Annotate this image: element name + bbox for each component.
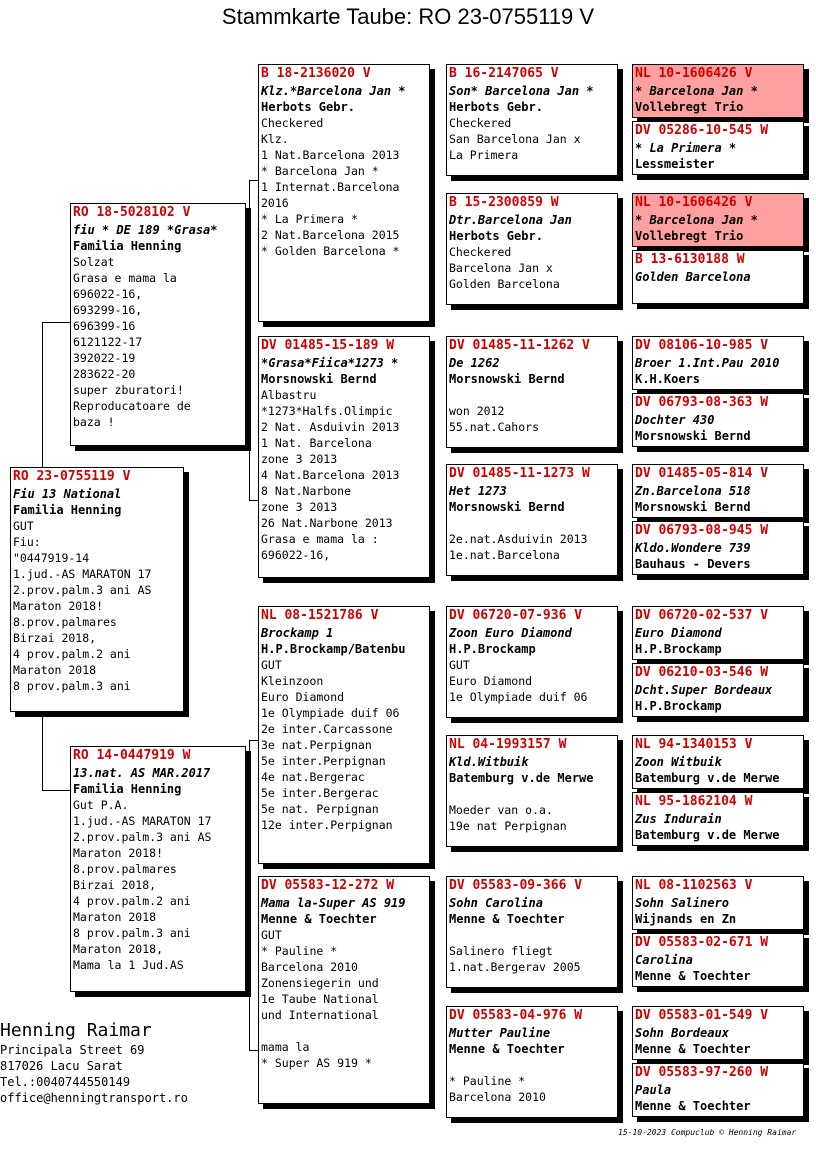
bird-name: * Barcelona Jan * — [635, 84, 758, 98]
breeder-name: Menne & Toechter — [261, 912, 377, 926]
breeder-name: Menne & Toechter — [635, 1099, 751, 1113]
info-line: Gut P.A. — [73, 798, 129, 812]
breeder-name: Batemburg v.de Merwe — [635, 771, 780, 785]
connector-line — [42, 790, 70, 791]
breeder-name: Familia Henning — [73, 782, 182, 796]
info-line: * Barcelona Jan * — [261, 164, 379, 178]
bird-name: Het 1273 — [449, 484, 507, 498]
info-line: * Pauline * — [449, 1074, 526, 1088]
pedigree-card — [258, 336, 430, 578]
breeder-name: H.P.Brockamp/Batenbu — [261, 642, 406, 656]
info-line: 1 Nat. Barcelona — [261, 436, 372, 450]
ring-number: DV 05286-10-545 W — [635, 123, 769, 138]
pedigree-card — [632, 393, 804, 447]
info-line: 1e Olympiade duif 06 — [261, 706, 400, 720]
info-line: 5e inter.Bergerac — [261, 786, 379, 800]
bird-name: Brockamp 1 — [261, 626, 334, 640]
pedigree-card — [632, 121, 804, 175]
info-line: 55.nat.Cahors — [449, 420, 540, 434]
breeder-name: H.P.Brockamp — [635, 699, 722, 713]
ring-number: DV 01485-11-1273 W — [449, 466, 590, 481]
info-line: Checkered — [449, 116, 512, 130]
info-line: Grasa e mama la : — [261, 532, 379, 546]
pedigree-card — [446, 606, 618, 718]
ring-number: NL 04-1993157 W — [449, 737, 567, 752]
info-line: Mama la 1 Jud.AS — [73, 958, 184, 972]
info-line: Barcelona 2010 — [261, 960, 358, 974]
info-line: Maraton 2018 — [13, 663, 97, 677]
ring-number: B 18-2136020 V — [261, 66, 371, 81]
connector-line — [42, 322, 43, 468]
bird-name: Kldo.Wondere 739 — [635, 541, 751, 555]
info-line: Checkered — [449, 245, 512, 259]
ring-number: DV 05583-09-366 V — [449, 878, 583, 893]
info-line: "0447919-14 — [13, 551, 90, 565]
info-line: Reproducatoare de — [73, 399, 191, 413]
breeder-name: Herbots Gebr. — [261, 100, 355, 114]
info-line: Fiu: — [13, 535, 41, 549]
bird-name: Klz.*Barcelona Jan * — [261, 84, 406, 98]
bird-name: * Barcelona Jan * — [635, 213, 758, 227]
pedigree-card — [632, 876, 804, 930]
page-title: Stammkarte Taube: RO 23-0755119 V — [221, 4, 595, 29]
info-line: 19e nat Perpignan — [449, 819, 567, 833]
breeder-name: Menne & Toechter — [635, 1042, 751, 1056]
ring-number: DV 06793-08-363 W — [635, 395, 769, 410]
pedigree-card — [632, 735, 804, 789]
bird-name: fiu * DE 189 *Grasa* — [73, 223, 218, 237]
breeder-name: Menne & Toechter — [449, 912, 565, 926]
ring-number: DV 05583-12-272 W — [261, 878, 395, 893]
pedigree-card — [632, 792, 804, 846]
owner-contact — [0, 1020, 188, 1106]
info-line: 8 Nat.Narbone — [261, 484, 352, 498]
info-line: Maraton 2018, — [73, 942, 164, 956]
info-line: Zonensiegerin und — [261, 976, 379, 990]
info-line: Barcelona 2010 — [449, 1090, 546, 1104]
info-line: super zburatori! — [73, 383, 184, 397]
bird-name: Sohn Bordeaux — [635, 1026, 729, 1040]
bird-name: Golden Barcelona — [635, 270, 751, 284]
bird-name: *Grasa*Fiica*1273 * — [261, 356, 399, 370]
ring-number: NL 10-1606426 V — [635, 195, 753, 210]
bird-name: Dochter 430 — [635, 413, 715, 427]
bird-name: Zus Indurain — [635, 812, 722, 826]
info-line: 696022-16, — [73, 287, 143, 301]
bird-name: Carolina — [635, 953, 693, 967]
ring-number: DV 01485-15-189 W — [261, 338, 395, 353]
breeder-name: Lessmeister — [635, 157, 715, 171]
pedigree-card — [258, 606, 430, 864]
ring-number: NL 08-1102563 V — [635, 878, 753, 893]
ring-number: B 13-6130188 W — [635, 252, 745, 267]
info-line: 1.nat.Bergerav 2005 — [449, 960, 581, 974]
bird-name: * La Primera * — [635, 141, 737, 155]
info-line: 2.prov.palm.3 ani AS — [13, 583, 152, 597]
ring-number: DV 06720-02-537 V — [635, 608, 769, 623]
info-line — [447, 786, 617, 802]
breeder-name: Batemburg v.de Merwe — [635, 828, 780, 842]
ring-number: RO 23-0755119 V — [13, 469, 131, 484]
info-line: GUT — [261, 928, 282, 942]
info-line: 8.prov.palmares — [73, 862, 177, 876]
pedigree-card — [632, 521, 804, 575]
info-line: 3e nat.Perpignan — [261, 738, 372, 752]
bird-name: Sohn Salinero — [635, 896, 729, 910]
connector-line — [42, 712, 43, 790]
info-line: 2.prov.palm.3 ani AS — [73, 830, 212, 844]
connector-line — [249, 740, 250, 1050]
bird-name: Zoon Euro Diamond — [449, 626, 572, 640]
info-line: Salinero fliegt — [449, 944, 553, 958]
bird-name: Euro Diamond — [635, 626, 722, 640]
info-line: Grasa e mama la — [73, 271, 177, 285]
bird-name: Dcht.Super Bordeaux — [635, 683, 773, 697]
pedigree-card — [632, 336, 804, 390]
info-line: 8 prov.palm.3 ani — [73, 926, 191, 940]
info-line: Barcelona Jan x — [449, 261, 553, 275]
info-line: Golden Barcelona — [449, 277, 560, 291]
info-line — [447, 927, 617, 943]
ring-number: DV 05583-97-260 W — [635, 1065, 769, 1080]
bird-name: Sohn Carolina — [449, 896, 543, 910]
info-line: Albastru — [261, 388, 317, 402]
info-line: *1273*Halfs.Olimpic — [261, 404, 393, 418]
info-line: GUT — [449, 658, 470, 672]
info-line — [447, 387, 617, 403]
info-line: GUT — [13, 519, 34, 533]
info-line: 693299-16, — [73, 303, 143, 317]
info-line: * Super AS 919 * — [261, 1056, 372, 1070]
info-line: 283622-20 — [73, 367, 136, 381]
owner-phone: Tel.:0040744550149 — [0, 1075, 131, 1089]
breeder-name: Herbots Gebr. — [449, 229, 543, 243]
bird-name: 13.nat. AS MAR.2017 — [73, 766, 211, 780]
info-line: 1e Olympiade duif 06 — [449, 690, 588, 704]
ring-number: NL 10-1606426 V — [635, 66, 753, 81]
pedigree-card — [446, 193, 618, 305]
bird-name: Fiu 13 National — [13, 487, 122, 501]
info-line: * Golden Barcelona * — [261, 244, 400, 258]
ring-number: DV 01485-11-1262 V — [449, 338, 590, 353]
breeder-name: H.P.Brockamp — [449, 642, 536, 656]
bird-name: Mama la-Super AS 919 — [261, 896, 406, 910]
breeder-name: Familia Henning — [73, 239, 182, 253]
owner-address-line: Principala Street 69 — [0, 1043, 145, 1057]
breeder-name: Familia Henning — [13, 503, 122, 517]
pedigree-card — [632, 1063, 804, 1117]
info-line — [447, 515, 617, 531]
ring-number: B 15-2300859 W — [449, 195, 559, 210]
pedigree-card — [632, 250, 804, 304]
info-line: Birzai 2018, — [13, 631, 97, 645]
ring-number: NL 08-1521786 V — [261, 608, 379, 623]
ring-number: NL 94-1340153 V — [635, 737, 753, 752]
info-line: 1.jud.-AS MARATON 17 — [13, 567, 152, 581]
pedigree-card — [70, 746, 246, 992]
breeder-name: Wijnands en Zn — [635, 912, 737, 926]
pedigree-card — [632, 933, 804, 987]
breeder-name: Herbots Gebr. — [449, 100, 543, 114]
ring-number: DV 06793-08-945 W — [635, 523, 769, 538]
info-line: 1.jud.-AS MARATON 17 — [73, 814, 212, 828]
pedigree-card — [632, 64, 804, 118]
info-line — [447, 1057, 617, 1073]
pedigree-card — [632, 1006, 804, 1060]
breeder-name: Vollebregt Trio — [635, 100, 744, 114]
info-line: Maraton 2018! — [13, 599, 104, 613]
pedigree-card — [70, 203, 246, 446]
pedigree-card — [446, 735, 618, 847]
pedigree-card — [258, 876, 430, 1104]
breeder-name: K.H.Koers — [635, 372, 701, 386]
breeder-name: Menne & Toechter — [449, 1042, 565, 1056]
owner-name: Henning Raimar — [0, 1020, 152, 1041]
info-line: 1e Taube National — [261, 992, 379, 1006]
ring-number: RO 18-5028102 V — [73, 205, 191, 220]
info-line: Birzai 2018, — [73, 878, 157, 892]
breeder-name: Bauhaus - Devers — [635, 557, 751, 571]
breeder-name: Morsnowski Bernd — [449, 372, 565, 386]
pedigree-card — [632, 606, 804, 660]
info-line: baza ! — [73, 415, 115, 429]
breeder-name: Vollebregt Trio — [635, 229, 744, 243]
breeder-name: Morsnowski Bernd — [449, 500, 565, 514]
breeder-name: Menne & Toechter — [635, 969, 751, 983]
info-line: Kleinzoon — [261, 674, 324, 688]
bird-name: Mutter Pauline — [449, 1026, 551, 1040]
info-line: 2016 — [261, 196, 289, 210]
bird-name: Paula — [635, 1083, 672, 1097]
breeder-name: Morsnowski Bernd — [635, 429, 751, 443]
ring-number: DV 06210-03-546 W — [635, 665, 769, 680]
info-line: Klz. — [261, 132, 289, 146]
info-line: 12e inter.Perpignan — [261, 818, 393, 832]
pedigree-card — [446, 336, 618, 448]
info-line: 2e.nat.Asduivin 2013 — [449, 532, 588, 546]
info-line: 1 Internat.Barcelona — [261, 180, 400, 194]
ring-number: DV 05583-04-976 W — [449, 1008, 583, 1023]
info-line: zone 3 2013 — [261, 452, 338, 466]
info-line: 696399-16 — [73, 319, 136, 333]
info-line: 4 prov.palm.2 ani — [13, 647, 131, 661]
info-line: 6121122-17 — [73, 335, 143, 349]
info-line: zone 3 2013 — [261, 500, 338, 514]
info-line: Euro Diamond — [449, 674, 533, 688]
ring-number: DV 05583-02-671 W — [635, 935, 769, 950]
info-line: Euro Diamond — [261, 690, 345, 704]
info-line: Maraton 2018! — [73, 846, 164, 860]
pedigree-card — [258, 64, 430, 322]
ring-number: RO 14-0447919 W — [73, 748, 191, 763]
footer-credit: 15-10-2023 Compuclub © Henning Raimar — [618, 1128, 797, 1137]
connector-line — [249, 180, 250, 500]
info-line: Moeder van o.a. — [449, 803, 553, 817]
ring-number: NL 95-1862104 W — [635, 794, 753, 809]
info-line: 4 prov.palm.2 ani — [73, 894, 191, 908]
owner-address-line: 817026 Lacu Sarat — [0, 1059, 123, 1073]
ring-number: DV 08106-10-985 V — [635, 338, 769, 353]
info-line: mama la — [261, 1040, 310, 1054]
ring-number: DV 05583-01-549 V — [635, 1008, 769, 1023]
pedigree-card — [446, 464, 618, 576]
info-line: und International — [261, 1008, 379, 1022]
pedigree-card — [446, 876, 618, 988]
info-line: 4e nat.Bergerac — [261, 770, 365, 784]
breeder-name: Batemburg v.de Merwe — [449, 771, 594, 785]
info-line: 5e nat. Perpignan — [261, 802, 379, 816]
bird-name: Son* Barcelona Jan * — [449, 84, 594, 98]
info-line: Solzat — [73, 255, 115, 269]
ring-number: DV 06720-07-936 V — [449, 608, 583, 623]
connector-line — [42, 322, 70, 323]
pedigree-card — [632, 663, 804, 717]
bird-name: Broer 1.Int.Pau 2010 — [635, 356, 780, 370]
info-line: San Barcelona Jan x — [449, 132, 581, 146]
bird-name: De 1262 — [449, 356, 500, 370]
info-line: * La Primera * — [261, 212, 358, 226]
info-line: 26 Nat.Narbone 2013 — [261, 516, 393, 530]
breeder-name: Morsnowski Bernd — [635, 500, 751, 514]
info-line: 8.prov.palmares — [13, 615, 117, 629]
info-line: 1 Nat.Barcelona 2013 — [261, 148, 400, 162]
breeder-name: Morsnowski Bernd — [261, 372, 377, 386]
pedigree-card — [446, 1006, 618, 1118]
info-line: 696022-16, — [261, 548, 331, 562]
pedigree-card — [632, 464, 804, 518]
info-line: GUT — [261, 658, 282, 672]
breeder-name: H.P.Brockamp — [635, 642, 722, 656]
info-line: 2 Nat.Barcelona 2015 — [261, 228, 400, 242]
info-line: 2 Nat. Asduivin 2013 — [261, 420, 400, 434]
pedigree-card — [10, 467, 184, 712]
ring-number: B 16-2147065 V — [449, 66, 559, 81]
bird-name: Zoon Witbuik — [635, 755, 722, 769]
info-line: won 2012 — [449, 404, 505, 418]
info-line — [259, 1023, 429, 1039]
info-line: 1e.nat.Barcelona — [449, 548, 560, 562]
info-line: 8 prov.palm.3 ani — [13, 679, 131, 693]
info-line: 2e inter.Carcassone — [261, 722, 393, 736]
pedigree-card — [446, 64, 618, 176]
info-line: 392022-19 — [73, 351, 136, 365]
info-line: * Pauline * — [261, 944, 338, 958]
ring-number: DV 01485-05-814 V — [635, 466, 769, 481]
info-line: Maraton 2018 — [73, 910, 157, 924]
info-line: Checkered — [261, 116, 324, 130]
pedigree-card — [632, 193, 804, 247]
bird-name: Kld.Witbuik — [449, 755, 529, 769]
info-line: La Primera — [449, 148, 519, 162]
info-line: 5e inter.Perpignan — [261, 754, 386, 768]
info-line: 4 Nat.Barcelona 2013 — [261, 468, 400, 482]
owner-email: office@henningtransport.ro — [0, 1091, 188, 1105]
bird-name: Dtr.Barcelona Jan — [449, 213, 572, 227]
bird-name: Zn.Barcelona 518 — [635, 484, 751, 498]
